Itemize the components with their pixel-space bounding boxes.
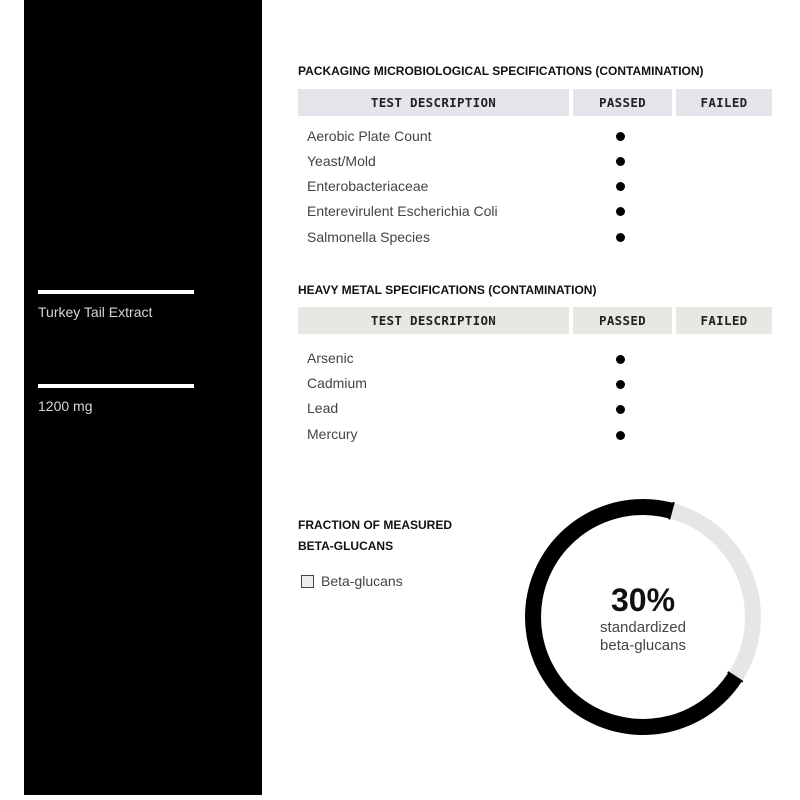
metal-header-description: TEST DESCRIPTION xyxy=(298,307,569,334)
metal-passed-dot xyxy=(616,431,625,440)
ingredient-label xyxy=(38,250,159,278)
ingredient-label-line: INGREDIENT xyxy=(38,251,106,263)
documentation-note: Certificate of analysis and third-party lab result documentation available upon request. xyxy=(38,574,212,653)
ingredient-value: Turkey Tail Extract xyxy=(38,304,153,320)
specification-rule xyxy=(38,384,194,388)
micro-row-label: Salmonella Species xyxy=(307,229,430,245)
fraction-title-line: FRACTION OF MEASURED xyxy=(298,518,452,532)
specification-label: SPECIFICATION xyxy=(38,365,123,377)
legend-swatch xyxy=(301,575,314,588)
metal-row-label: Arsenic xyxy=(307,350,354,366)
legend-label: Beta-glucans xyxy=(321,573,403,589)
percent-caption xyxy=(543,619,743,655)
title-line: & THIRD-PARTY xyxy=(38,121,195,143)
metal-passed-dot xyxy=(616,380,625,389)
metal-row-label: Lead xyxy=(307,400,339,416)
title-line: OF ANALYSIS xyxy=(38,92,173,114)
ingredient-rule xyxy=(38,290,194,294)
micro-passed-dot xyxy=(616,233,625,242)
metal-header-failed: FAILED xyxy=(676,307,772,334)
specification-value: 1200 mg xyxy=(38,398,93,414)
caption-line: beta-glucans xyxy=(600,637,686,654)
micro-header-failed: FAILED xyxy=(676,89,772,116)
certificate-title xyxy=(38,60,238,205)
micro-row-label: Enterevirulent Escherichia Coli xyxy=(307,203,498,219)
micro-header-passed: PASSED xyxy=(573,89,672,116)
title-line: LAB RESULTS xyxy=(38,179,179,201)
micro-passed-dot xyxy=(616,132,625,141)
micro-row-label: Yeast/Mold xyxy=(307,153,376,169)
title-line: INDEPENDENT xyxy=(38,150,184,172)
metal-section-title: HEAVY METAL SPECIFICATIONS (CONTAMINATION) xyxy=(298,283,597,297)
micro-passed-dot xyxy=(616,182,625,191)
micro-row-label: Enterobacteriaceae xyxy=(307,178,429,194)
caption-line: standardized xyxy=(600,619,686,636)
title-line: CERTIFICATE xyxy=(38,63,171,85)
metal-row-label: Cadmium xyxy=(307,375,367,391)
micro-row-label: Aerobic Plate Count xyxy=(307,128,432,144)
metal-row-label: Mercury xyxy=(307,426,358,442)
fraction-title-line: BETA-GLUCANS xyxy=(298,539,394,553)
metal-passed-dot xyxy=(616,355,625,364)
micro-header-description: TEST DESCRIPTION xyxy=(298,89,569,116)
ingredient-label-line: (2 CAPSULE SERVING) xyxy=(38,265,160,277)
micro-passed-dot xyxy=(616,207,625,216)
micro-passed-dot xyxy=(616,157,625,166)
percent-label: 30% xyxy=(610,582,676,618)
metal-header-passed: PASSED xyxy=(573,307,672,334)
metal-passed-dot xyxy=(616,405,625,414)
legend-item-beta-glucans xyxy=(301,573,403,589)
micro-section-title: PACKAGING MICROBIOLOGICAL SPECIFICATIONS (CONTAMINATION) xyxy=(298,64,704,78)
fraction-section-title xyxy=(298,515,452,557)
